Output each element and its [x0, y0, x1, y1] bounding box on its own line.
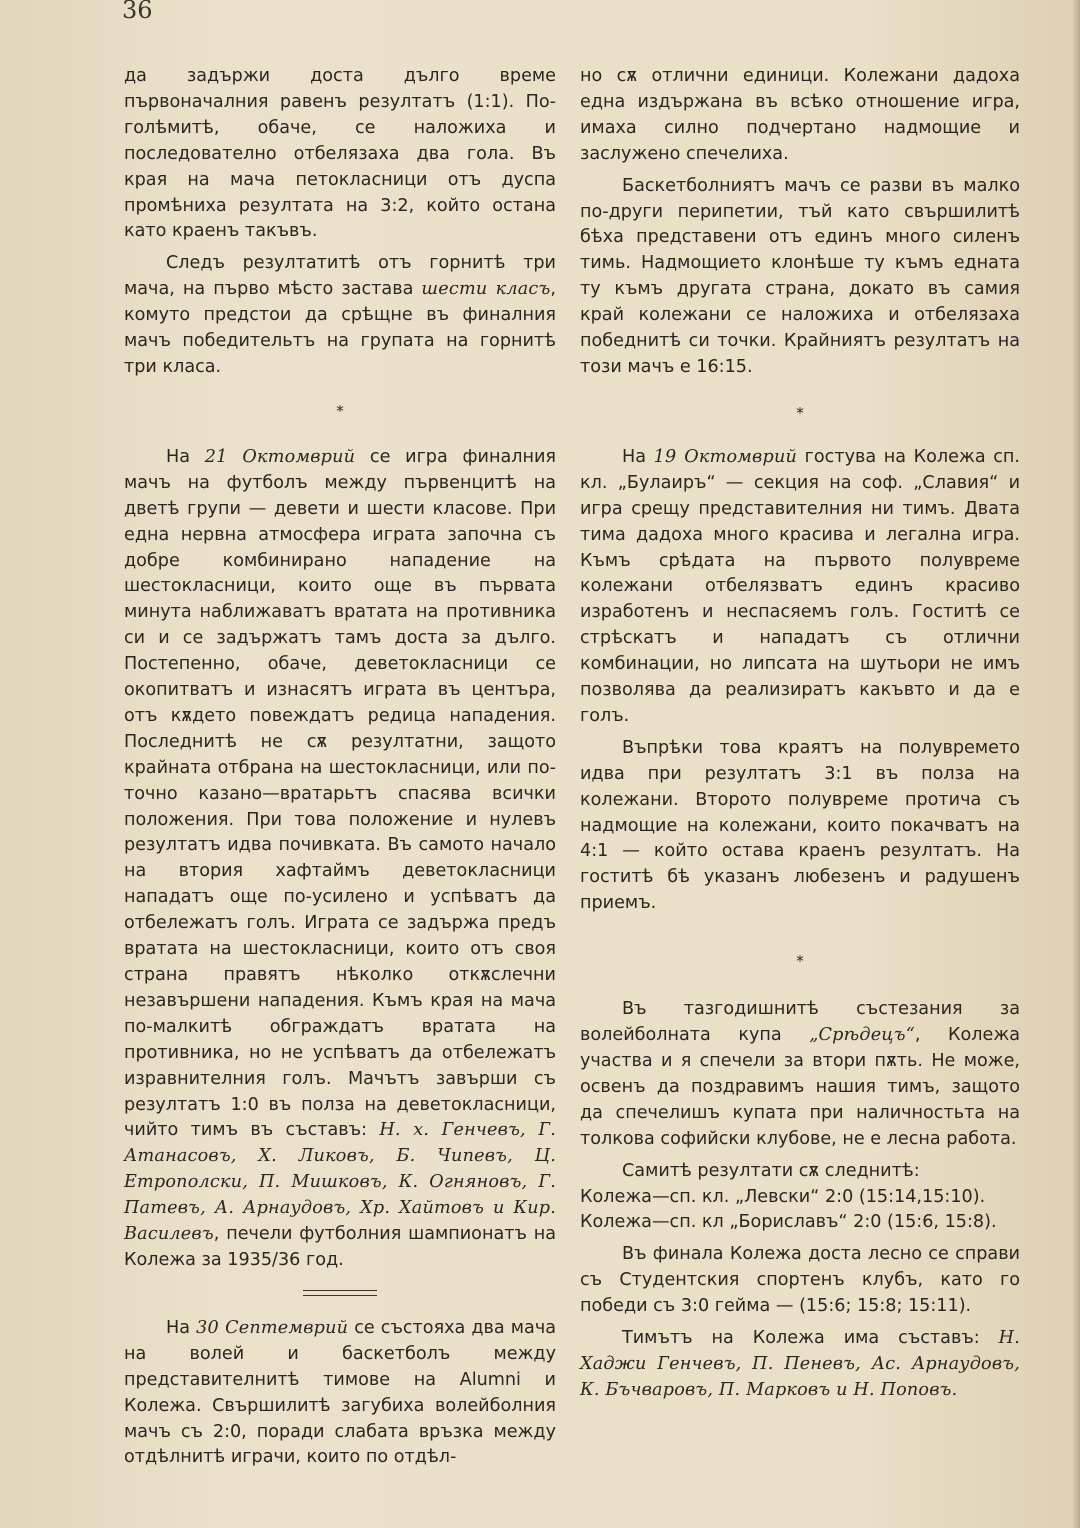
left-column: [124, 64, 556, 1471]
paragraph: [124, 251, 556, 381]
paragraph: Въ финала Колежа доста лесно се справи съ Студентския спортенъ клубъ, като го победи съ 3:0 гейма — (15:6; 15:8; 15:11).: [580, 1244, 1020, 1317]
italic-team-list: Н. х. Генчевъ, Г. Атанасовъ, Х. Ликовъ, Б. Чипевъ, Ц. Етрополски, П. Мишковъ, К. Огняновъ, Г. Патевъ, А. Арнаудовъ, Хр. Хайтовъ и Кир. Василевъ: [124, 1120, 557, 1245]
result-line: Колежа—сп. кл. „Левски“ 2:0 (15:14,15:10).: [580, 1186, 986, 1207]
paragraph: [580, 997, 1020, 1152]
section-separator-star: *: [336, 401, 344, 420]
page-number: 36: [122, 0, 153, 24]
text-run: Тимътъ на Колежа има съставъ:: [622, 1328, 999, 1349]
paragraph: да задържи доста дълго време първоначалния равенъ резултатъ (1:1). По-голѣмитѣ, обаче, се наложиха и последователно отбелязаха два гола. Въ края на мача петокласници отъ дуспа промѣниха резултата на 3:2, който остана като краенъ такъвъ.: [124, 66, 556, 242]
section-separator-star: *: [796, 952, 804, 971]
paragraph: [580, 445, 1020, 730]
text-run: Въ тазгодишнитѣ състезания за волейболната купа: [580, 999, 1020, 1046]
text-run: На: [622, 446, 654, 467]
paragraph: Въпрѣки това краятъ на полувремето идва при резултатъ 3:1 въ полза на колежани. Второто полувреме протича съ надмощие на колежани, които покачватъ на 4:1 — който остава краенъ резултатъ. На гоститѣ бѣ указанъ любезенъ и радушенъ приемъ.: [580, 737, 1020, 914]
text-run: се игра финалния мачъ на футболъ между първенцитѣ на дветѣ групи — девети и шести класове. При една нервна атмосфера играта започна съ добре комбинирано нападение на шестокласници, които още въ първата минута наближаватъ вратата на противника си и се задържатъ тамъ доста за дълго. Постепенно, обаче, деветокласници се окопитватъ и изнасятъ играта въ центъра, отъ кѫдето повеждатъ редица нападения. Последнитѣ не сѫ резултатни, защото крайната отбрана на шестокласници, или по-точно казано—вратарьтъ спасява всички положения. При това положение и нулевъ резултатъ идва почивката. Въ самото начало на втория хафтаймъ деветокласници нападатъ още по-усилено и успѣватъ да отбележатъ голъ. Играта се задържа предъ вратата на шестокласници, които отъ своя страна правятъ нѣколко откѫслечни незавършени нападения. Къмъ края на мача по-малкитѣ обграждатъ вратата на противника, но не успѣватъ да отбележатъ изравнителния голъ. Мачътъ завърши съ резултатъ 1:0 въ полза на деветокласници, чийто тимъ въ съставъ:: [124, 446, 556, 1141]
right-column: [580, 64, 1020, 1404]
paragraph: Баскетболниятъ мачъ се разви въ малко по-други перипетии, тъй като свършилитѣ бѣха представени отъ единъ много силенъ тимь. Надмощието клонѣше ту къмъ едната ту къмъ другата страна, докато въ самия край колежани се наложиха и отбелязаха победнитѣ си точки. Крайниятъ резултатъ на този мачъ е 16:15.: [580, 175, 1020, 377]
text-run: На: [166, 1317, 197, 1338]
paragraph: но сѫ отлични единици. Колежани дадоха една издържана въ всѣко отношение игра, имаха силно подчертано надмощие и заслужено спечелиха.: [580, 66, 1020, 164]
italic-date: 19 Октомврий: [653, 446, 798, 467]
text-run: На: [166, 446, 205, 467]
paragraph: [124, 445, 556, 1274]
text-run: се състояха два мача на волей и баскетболъ между представителнитѣ тимове на Alumni и Колежа. Свършилитѣ загубиха волейболния мачъ съ 2:0, поради слабата връзка между отдѣлнитѣ играчи, които по отдѣл-: [124, 1317, 556, 1468]
paragraph: Самитѣ резултати сѫ следнитѣ:: [622, 1160, 920, 1181]
italic-date: 21 Октомврий: [204, 446, 356, 467]
page-edge-shadow: [1072, 0, 1080, 1528]
text-run: , комуто предстои да срѣщне въ финалния мачъ победительтъ на групата на горнитѣ три класа.: [124, 279, 556, 377]
text-run: , Колежа участва и я спечели за втори пѫть. Не може, освенъ да поздравимъ нашия тимъ, защото да спечелишъ купата при наличностьта на толкова софийски клубове, не е лесна работа.: [580, 1025, 1020, 1149]
italic-date: 30 Септемврий: [196, 1317, 349, 1338]
italic-cup-name: „Срѣдецъ“: [809, 1025, 915, 1046]
italic-team-list: Н. Хаджи Генчевъ, П. Пеневъ, Ас. Арнаудовъ, К. Бъчваровъ, П. Марковъ и Н. Поповъ.: [580, 1328, 1020, 1400]
paragraph: [124, 1316, 556, 1471]
italic-emphasis: шести класъ: [421, 279, 551, 300]
text-run: , печели футболния шампионатъ на Колежа за 1935/36 год.: [124, 1224, 556, 1270]
paragraph: [580, 1326, 1020, 1404]
section-separator-star: *: [796, 403, 804, 422]
section-divider-rule: [303, 1290, 377, 1296]
text-run: гостува на Колежа сп. кл. „Булаиръ“ — секция на соф. „Славия“ и игра срещу представителния ни тимъ. Двата тима дадоха много красива и легална игра. Къмъ срѣдата на първото полувреме колежани отбелязватъ единъ красиво изработенъ и неспасяемъ голъ. Гоститѣ се стрѣскатъ и нападатъ съ отлични комбинации, но липсата на шутьори не имъ позволява да реализиратъ какъвто и да е голъ.: [580, 446, 1021, 726]
text-run: Следъ резултатитѣ отъ горнитѣ три мача, на първо мѣсто застава: [124, 253, 556, 300]
result-line: Колежа—сп. кл „Бориславъ“ 2:0 (15:6, 15:8).: [580, 1212, 997, 1233]
